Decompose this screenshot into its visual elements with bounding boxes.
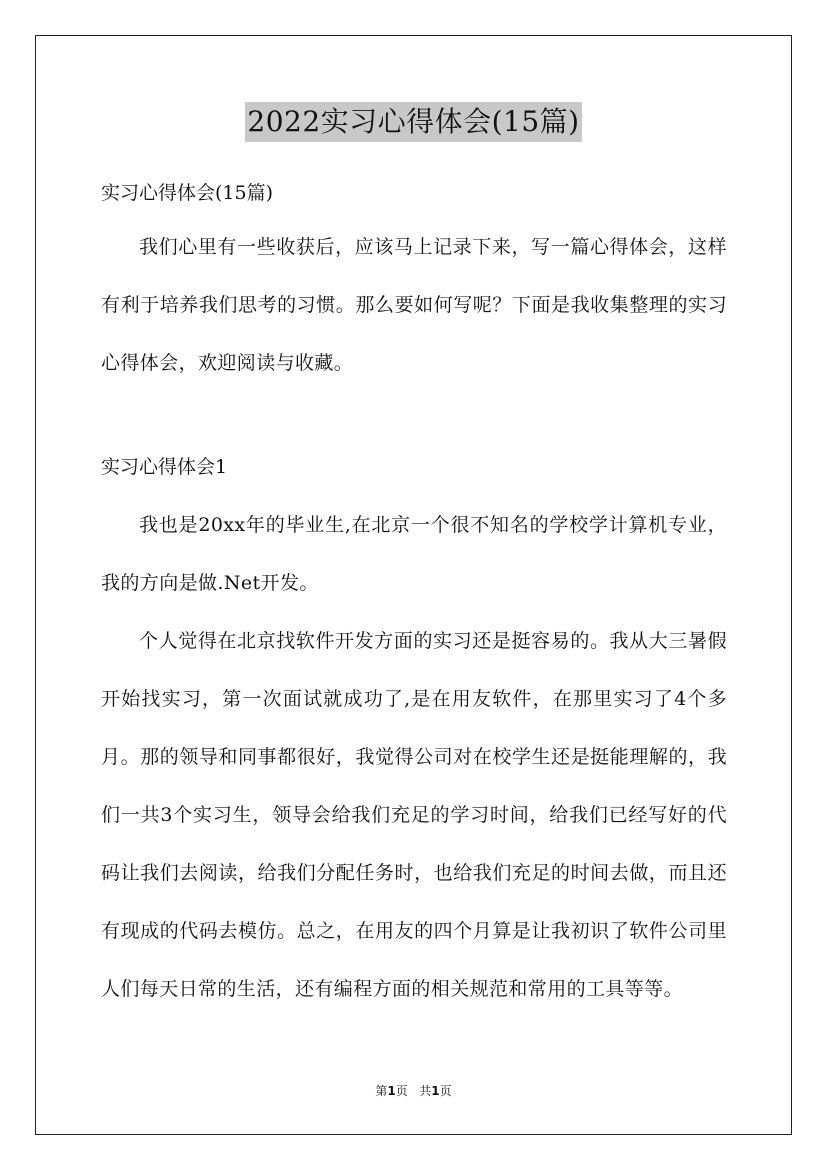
body-paragraph: 个人觉得在北京找软件开发方面的实习还是挺容易的。我从大三暑假开始找实习，第一次面试就成功了,是在用友软件，在那里实习了4个多月。那的领导和同事都很好，我觉得公司对在校学生还是挺能理解的，我们一共3个实习生，领导会给我们充足的学习时间，给我们已经写好的代码让我们去阅读，给我们分配任务时，也给我们充足的时间去做，而且还有现成的代码去模仿。总之，在用友的四个月算是让我初识了软件公司里人们每天日常的生活，还有编程方面的相关规范和常用的工具等等。 xyxy=(101,630,727,1000)
page-footer xyxy=(0,1082,827,1099)
page-title: 2022实习心得体会(15篇) xyxy=(245,102,581,142)
total-label-prefix: 共 xyxy=(419,1084,432,1098)
total-label-suffix: 页 xyxy=(439,1084,452,1098)
section-heading: 实习心得体会1 xyxy=(101,456,228,478)
page-label-prefix: 第 xyxy=(375,1084,388,1098)
page-number: 1 xyxy=(387,1084,396,1098)
section-spacer xyxy=(101,392,727,438)
total-pages: 1 xyxy=(431,1084,440,1098)
title-container xyxy=(0,102,827,142)
page-label-suffix: 页 xyxy=(395,1084,408,1098)
document-body xyxy=(101,168,727,1018)
body-paragraph: 我也是20xx年的毕业生,在北京一个很不知名的学校学计算机专业，我的方向是做.Net开发。 xyxy=(101,514,727,594)
document-subtitle: 实习心得体会(15篇) xyxy=(101,182,274,204)
intro-paragraph: 我们心里有一些收获后，应该马上记录下来，写一篇心得体会，这样有利于培养我们思考的习惯。那么要如何写呢？下面是我收集整理的实习心得体会，欢迎阅读与收藏。 xyxy=(101,236,727,374)
